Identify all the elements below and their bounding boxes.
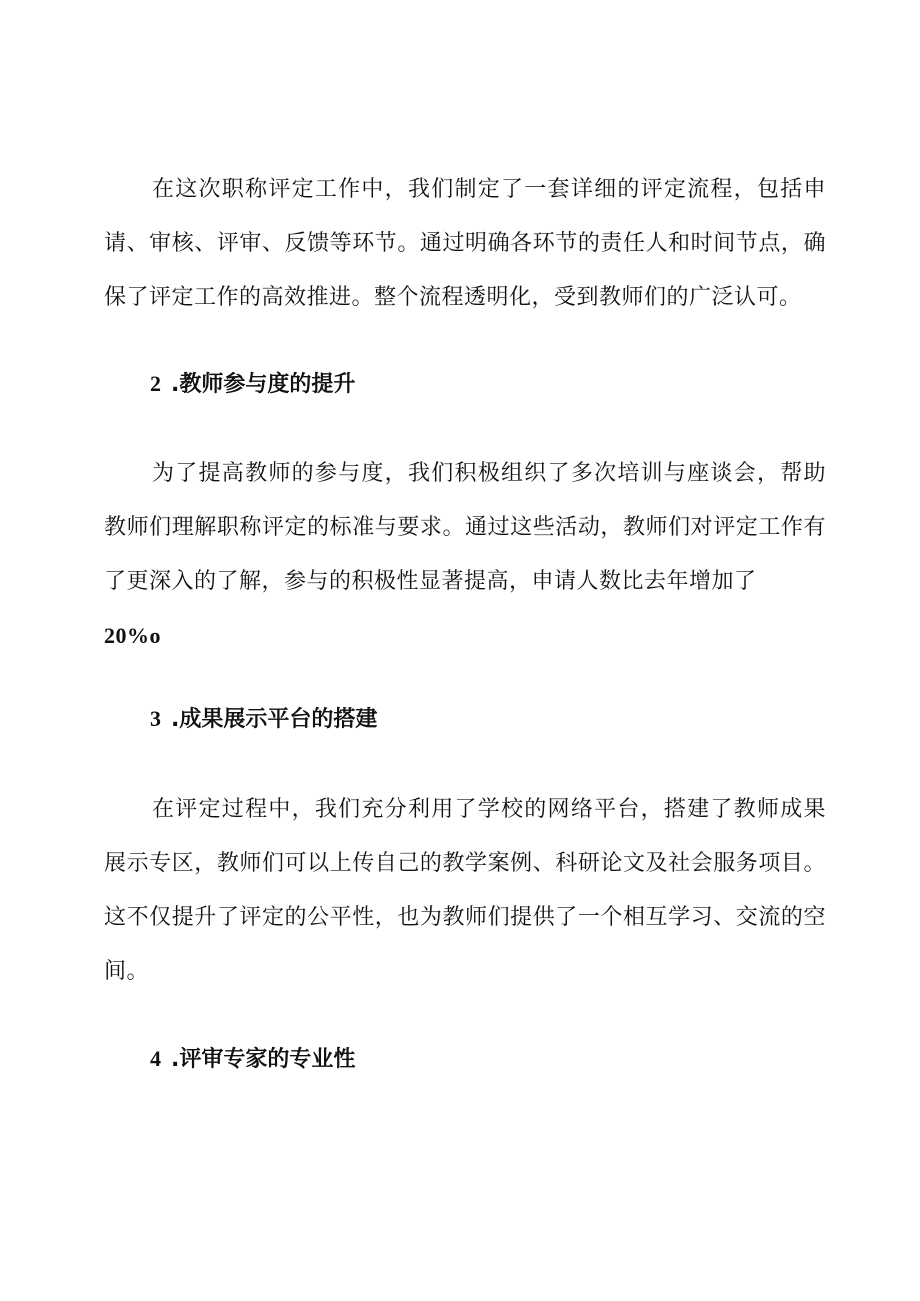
section-heading-expert-professionalism [150, 1043, 355, 1076]
paragraph-achievement-platform: 在评定过程中，我们充分利用了学校的网络平台，搭建了教师成果展示专区，教师们可以上传自己的教学案例、科研论文及社会服务项目。这不仅提升了评定的公平性，也为教师们提供了一个相互学习、交流的空间。 [104, 797, 826, 984]
section-heading-achievement-platform [150, 703, 377, 736]
increase-percentage: 20%o [104, 623, 161, 648]
paragraph-evaluation-process: 在这次职称评定工作中，我们制定了一套详细的评定流程，包括申请、审核、评审、反馈等环节。通过明确各环节的责任人和时间节点，确保了评定工作的高效推进。整个流程透明化，受到教师们的广泛认可。 [104, 177, 826, 310]
paragraph-teacher-participation [104, 447, 826, 664]
section-heading-teacher-participation [150, 368, 355, 401]
section-title: .教师参与度的提升 [171, 372, 356, 397]
section-number: 4 [150, 1046, 161, 1071]
section-title: .成果展示平台的搭建 [171, 707, 378, 732]
section-title: .评审专家的专业性 [171, 1047, 356, 1072]
section-number: 2 [150, 371, 161, 396]
paragraph-text: 为了提高教师的参与度，我们积极组织了多次培训与座谈会，帮助教师们理解职称评定的标准与要求。通过这些活动，教师们对评定工作有了更深入的了解，参与的积极性显著提高，申请人数比去年增加了 [104, 461, 826, 594]
section-number: 3 [150, 706, 161, 731]
